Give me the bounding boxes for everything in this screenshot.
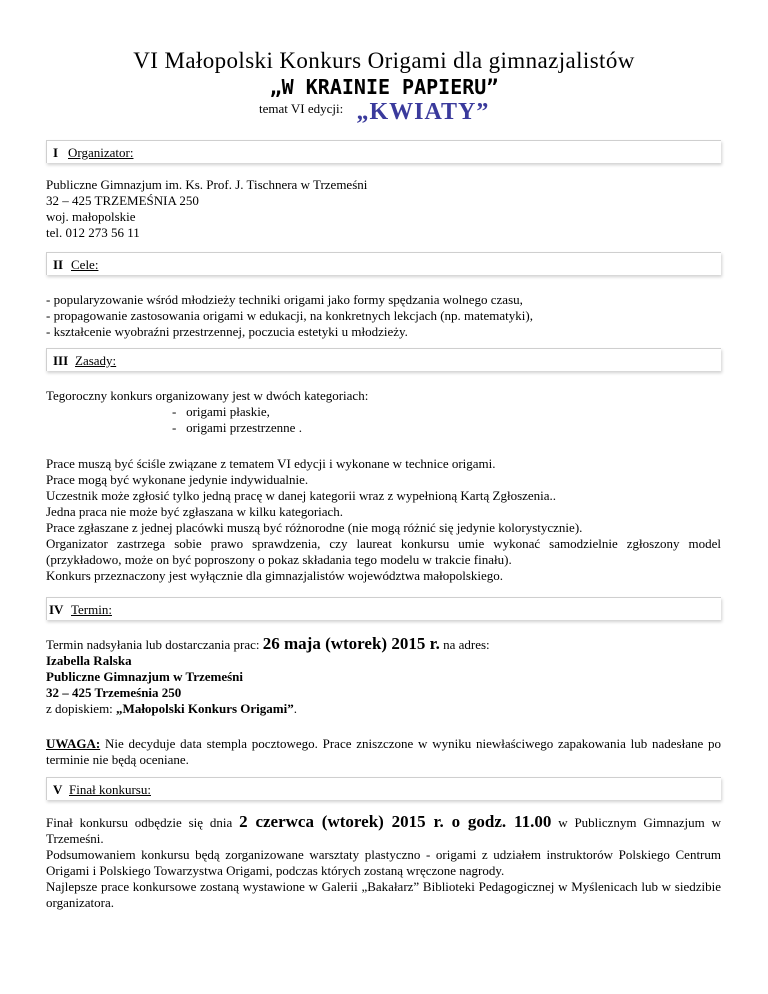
address-line: Izabella Ralska [46, 653, 132, 668]
note-line [46, 701, 721, 717]
rule-line: Prace zgłaszane z jednej placówki muszą być różnorodne (nie mogą różnić się jedynie kolorystycznie). [46, 520, 583, 535]
organizer-line: Publiczne Gimnazjum im. Ks. Prof. J. Tischnera w Trzemeśni [46, 177, 368, 192]
rule-line: Prace mogą być wykonane jedynie indywidualnie. [46, 472, 309, 487]
section-header-goals [46, 252, 721, 275]
section-number: V [53, 782, 63, 797]
address-line: 32 – 425 Trzemeśnia 250 [46, 685, 182, 700]
note-prefix: z dopiskiem: [46, 701, 113, 716]
rule-line: Konkurs przeznaczony jest wyłącznie dla gimnazjalistów województwa małopolskiego. [46, 568, 504, 583]
deadline-suffix: na adres: [443, 637, 490, 652]
final-paragraph: Najlepsze prace konkursowe zostaną wystawione w Galerii „Bakałarz” Biblioteki Pedagogicznej w Myślenicach lub w siedzibie organizatora. [46, 879, 721, 910]
final-prefix: Finał konkursu odbędzie się dnia [46, 815, 233, 830]
warning-block [46, 736, 721, 768]
section-number: II [53, 257, 64, 272]
section-header-final [46, 777, 721, 800]
rules-block [46, 456, 721, 584]
note-suffix: . [293, 701, 297, 716]
note-value: „Małopolski Konkurs Origami” [116, 701, 294, 716]
rule-line: Organizator zastrzega sobie prawo sprawdzenia, czy laureat konkursu umie wykonać samodzielnie zgłoszony model (przykładowo, może on być poproszony o pokaz składania tego modelu w trakcie finału). [46, 536, 721, 567]
theme-row [259, 101, 489, 123]
rule-line: Prace muszą być ściśle związane z tematem VI edycji i wykonane w technice origami. [46, 456, 496, 471]
rule-line: Jedna praca nie może być zgłaszana w kilku kategoriach. [46, 504, 344, 519]
deadline-block [46, 636, 721, 717]
warning-text: Nie decyduje data stempla pocztowego. Prace zniszczone w wyniku niewłaściwego zapakowania lub nadesłane po terminie nie będą oceniane. [46, 736, 722, 767]
rules-intro-block [46, 388, 721, 436]
section-number: IV [49, 602, 64, 617]
section-label: Finał konkursu: [69, 782, 151, 797]
rules-intro: Tegoroczny konkurs organizowany jest w dwóch kategoriach: [46, 388, 369, 403]
goal-item: - kształcenie wyobraźni przestrzennej, poczucia estetyki u młodzieży. [46, 324, 408, 339]
section-number: III [53, 353, 69, 368]
deadline-line [46, 636, 721, 653]
document-subtitle: „W KRAINIE PAPIERU” [269, 75, 499, 99]
address-line: Publiczne Gimnazjum w Trzemeśni [46, 669, 244, 684]
organizer-line: woj. małopolskie [46, 209, 136, 224]
section-header-deadline [46, 597, 721, 620]
deadline-date: 26 maja (wtorek) 2015 r. [262, 634, 440, 653]
organizer-line: tel. 012 273 56 11 [46, 225, 140, 240]
final-suffix: w Publicznym Gimnazjum w Trzemeśni. [46, 815, 722, 846]
goal-item: - popularyzowanie wśród młodzieży techniki origami jako formy spędzania wolnego czasu, [46, 292, 523, 307]
section-label: Termin: [71, 602, 112, 617]
final-date: 2 czerwca (wtorek) 2015 r. o godz. 11.00 [239, 812, 552, 831]
section-label: Cele: [71, 257, 99, 272]
goal-item: - propagowanie zastosowania origami w edukacji, na konkretnych lekcjach (np. matematyki), [46, 308, 533, 323]
organizer-line: 32 – 425 TRZEMEŚNIA 250 [46, 193, 199, 208]
section-label: Zasady: [75, 353, 117, 368]
section-header-organizer [46, 140, 721, 163]
final-block [46, 814, 721, 911]
deadline-prefix: Termin nadsyłania lub dostarczania prac: [46, 637, 260, 652]
final-paragraph [46, 814, 721, 847]
theme-value: „KWIATY” [356, 99, 490, 125]
category-item: - origami płaskie, [172, 404, 270, 419]
goals-block [46, 292, 721, 340]
document-title: VI Małopolski Konkurs Origami dla gimnazjalistów [133, 48, 635, 73]
rule-line: Uczestnik może zgłosić tylko jedną pracę w danej kategorii wraz z wypełnioną Kartą Zgłoszenia.. [46, 488, 557, 503]
warning-label: UWAGA: [46, 736, 101, 751]
section-header-rules [46, 348, 721, 371]
organizer-block [46, 177, 721, 241]
category-item: - origami przestrzenne . [172, 420, 302, 435]
warning-paragraph [46, 736, 721, 768]
theme-label: temat VI edycji: [259, 101, 344, 116]
section-number: I [53, 145, 59, 160]
final-paragraph: Podsumowaniem konkursu będą zorganizowane warsztaty plastyczno - origami z udziałem instruktorów Polskiego Centrum Origami i Polskiego Towarzystwa Origami, podczas których zostaną wręczone nagrody. [46, 847, 721, 878]
section-label: Organizator: [68, 145, 134, 160]
